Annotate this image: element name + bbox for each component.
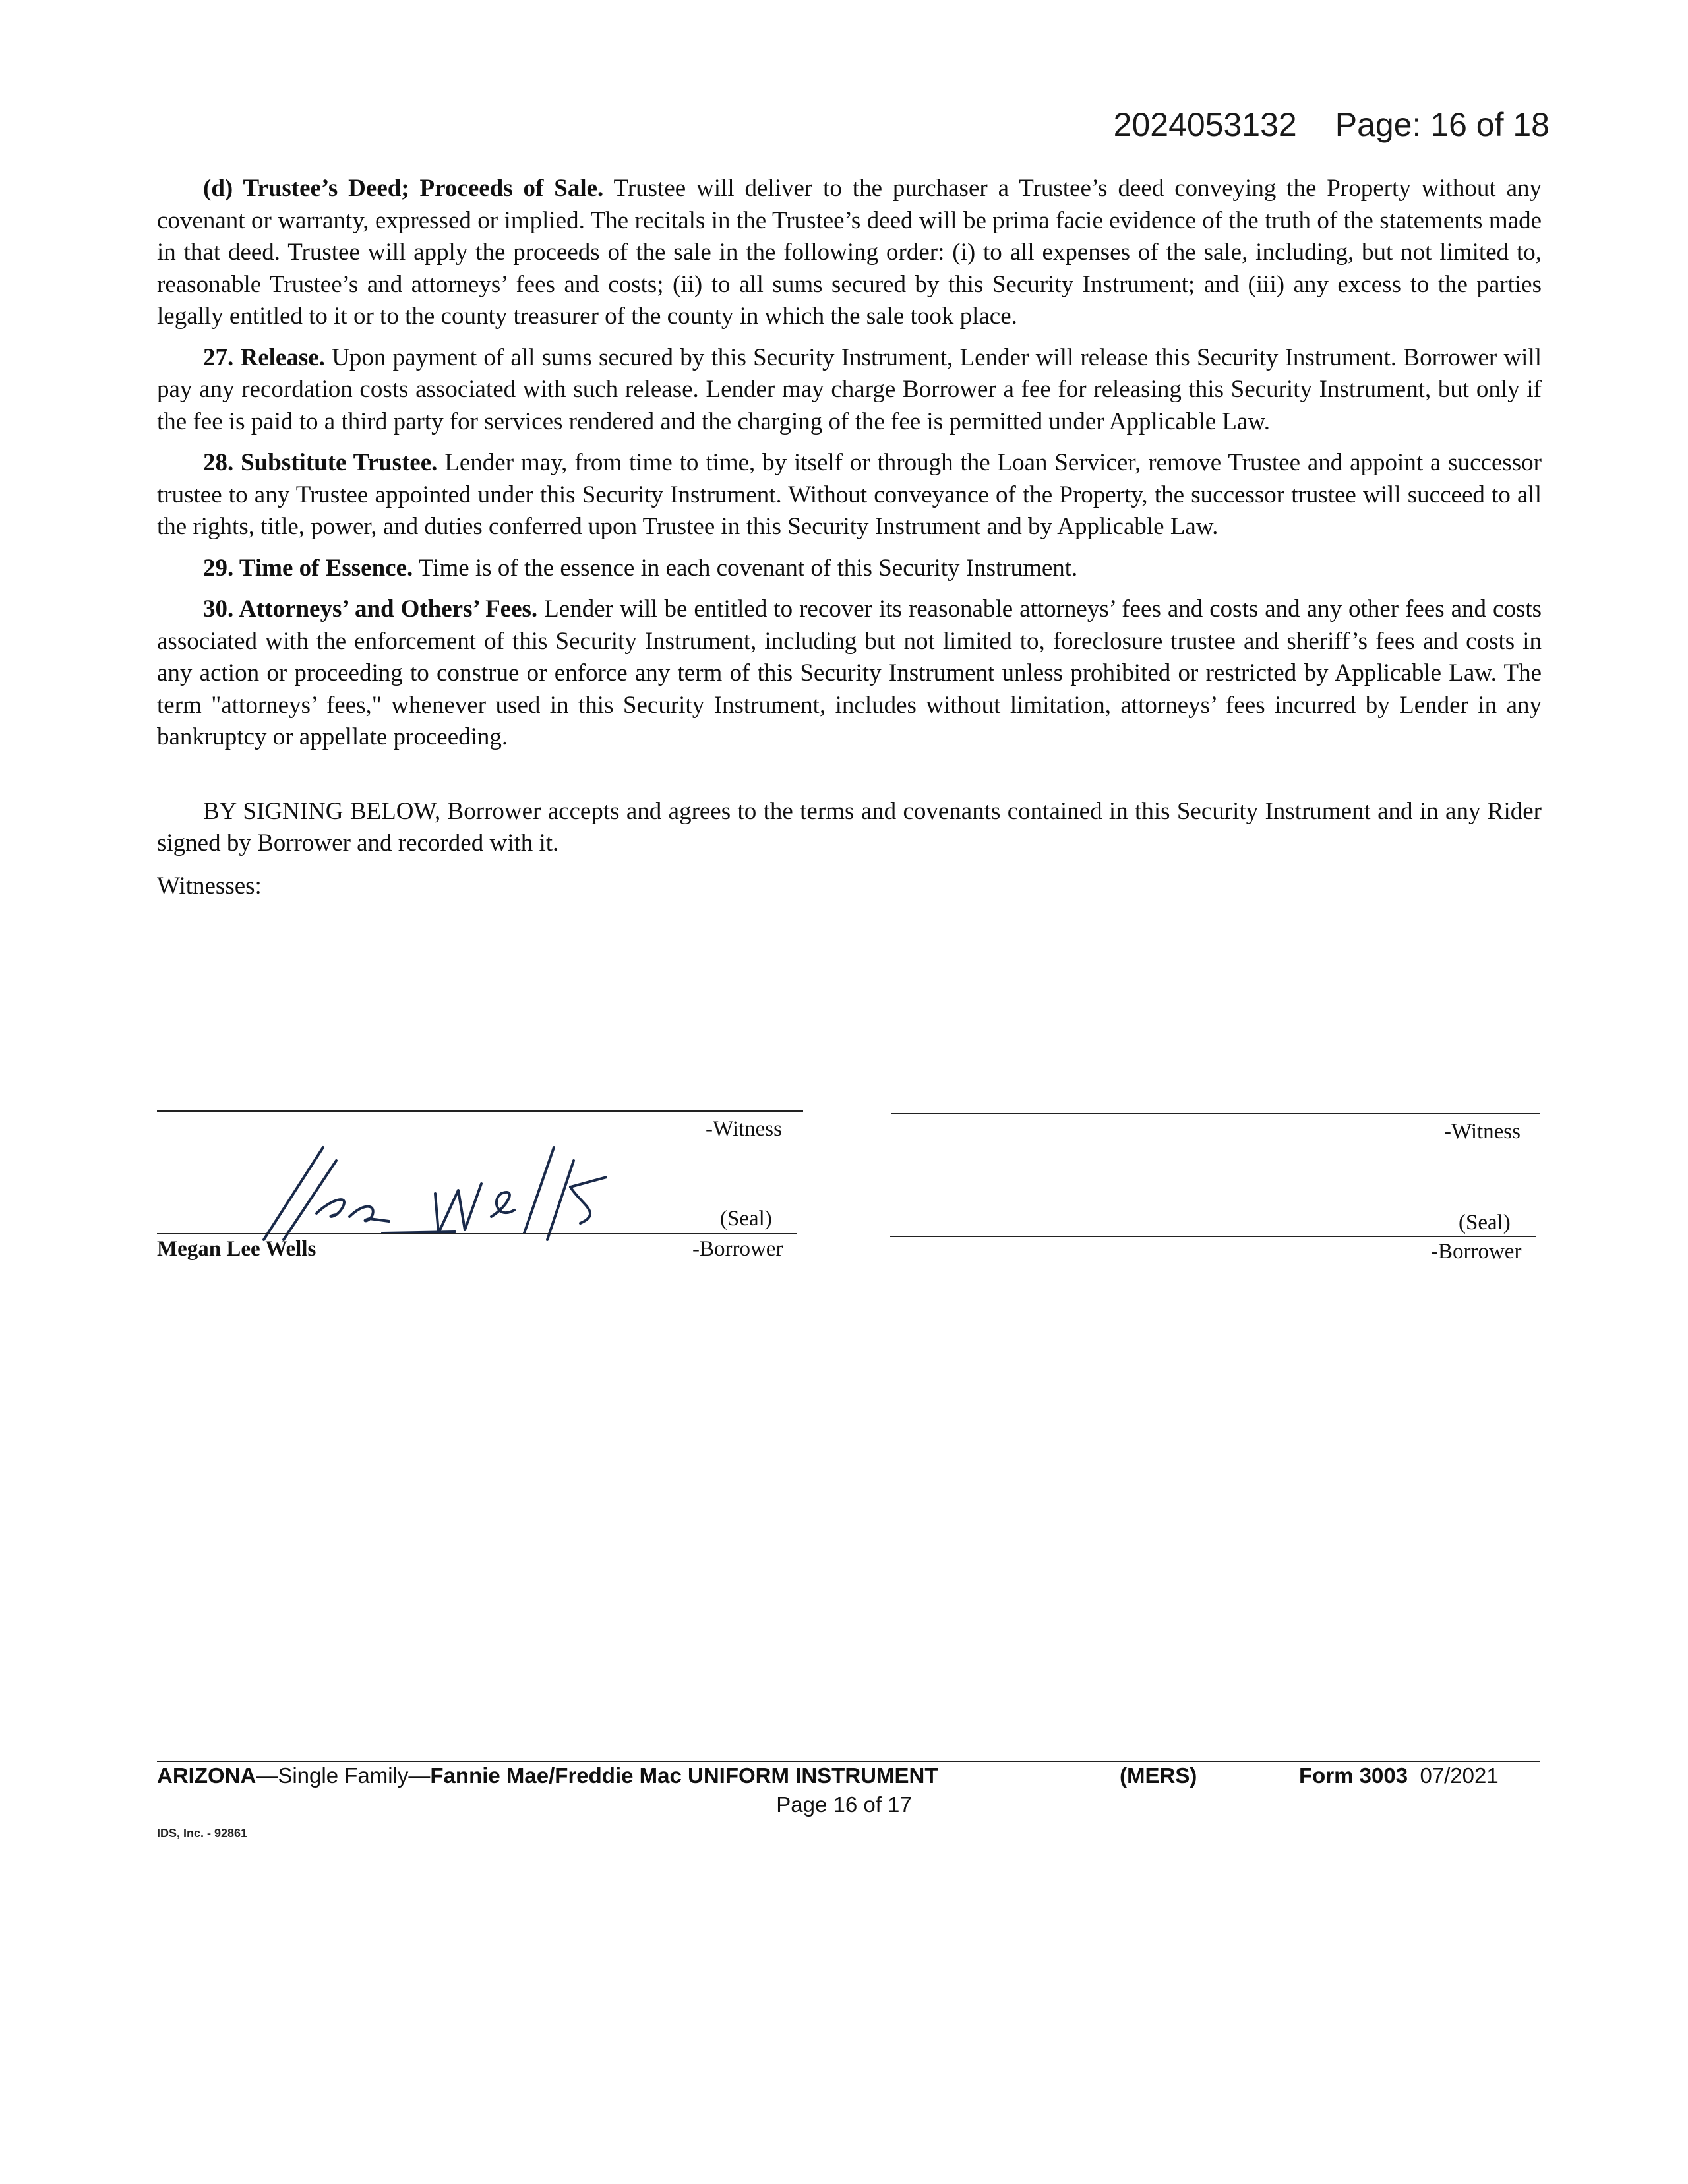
paragraph-heading: 30. Attorneys’ and Others’ Fees. <box>203 595 538 622</box>
witnesses-label: Witnesses: <box>157 872 262 899</box>
footer-form-date: 07/2021 <box>1420 1763 1499 1788</box>
borrower-signature-line-right <box>890 1236 1536 1237</box>
footer-instrument-name: Fannie Mae/Freddie Mac UNIFORM INSTRUMENT <box>430 1763 938 1788</box>
handwritten-signature <box>237 1141 607 1246</box>
borrower-label-right: -Borrower <box>1431 1240 1522 1263</box>
footer-rule <box>157 1761 1540 1762</box>
signing-statement: BY SIGNING BELOW, Borrower accepts and agrees to the terms and covenants contained in this Security Instrument and in any Rider signed by Borrower and recorded with it. <box>157 797 1542 857</box>
page-label: Page: 16 of 18 <box>1335 106 1550 143</box>
footer-form-info <box>157 1763 1540 1790</box>
paragraph-substitute-trustee <box>157 447 1542 543</box>
footer-instrument <box>157 1763 938 1788</box>
recording-number: 2024053132 <box>1113 106 1297 143</box>
paragraph-trustees-deed <box>157 173 1542 333</box>
paragraph-text: Lender may, from time to time, by itself or through the Loan Servicer, remove Trustee and appoint a successor trustee to any Trustee appointed under this Security Instrument. Without conveyance of the Property, the successor trustee will succeed to all the rights, title, power, and duties conferred upon Trustee in this Security Instrument and by Applicable Law. <box>157 449 1542 540</box>
recording-header <box>1114 106 1550 144</box>
footer-mers: (MERS) <box>1120 1763 1197 1788</box>
witness-line-right <box>891 1113 1540 1114</box>
footer-ids: IDS, Inc. - 92861 <box>157 1827 248 1840</box>
footer-form-number: Form 3003 <box>1299 1763 1408 1788</box>
footer-state: ARIZONA <box>157 1763 256 1788</box>
paragraph-time-of-essence <box>157 553 1542 585</box>
paragraph-text: Upon payment of all sums secured by this Security Instrument, Lender will release this Security Instrument. Borrower will pay any recordation costs associated with such release. Lender may charge Borrower a fee for releasing this Security Instrument, but only if the fee is paid to a third party for services rendered and the charging of the fee is permitted under Applicable Law. <box>157 344 1542 435</box>
seal-label-right: (Seal) <box>1459 1211 1511 1234</box>
footer-type: —Single Family— <box>256 1763 431 1788</box>
paragraph-text: Lender will be entitled to recover its reasonable attorneys’ fees and costs and any other fees and costs associated with the enforcement of this Security Instrument, including but not limited to, foreclosure trustee and sheriff’s fees and costs in any action or proceeding to construe or enforce any term of this Security Instrument unless prohibited or restricted by Applicable Law. The term "attorneys’ fees," whenever used in this Security Instrument, includes without limitation, attorneys’ fees incurred by Lender in any bankruptcy or appellate proceeding. <box>157 595 1542 750</box>
paragraph-heading: 28. Substitute Trustee. <box>203 449 438 476</box>
paragraph-heading: 29. Time of Essence. <box>203 554 413 582</box>
borrower-signature-line-left <box>157 1233 797 1234</box>
seal-label-left: (Seal) <box>720 1207 772 1230</box>
witness-label-left: -Witness <box>706 1117 782 1141</box>
witness-label-right: -Witness <box>1444 1120 1521 1143</box>
document-body <box>157 173 1542 911</box>
footer-page-number: Page 16 of 17 <box>776 1792 912 1817</box>
borrower-name: Megan Lee Wells <box>157 1237 316 1261</box>
paragraph-heading: (d) Trustee’s Deed; Proceeds of Sale. <box>203 175 604 202</box>
paragraph-heading: 27. Release. <box>203 344 325 371</box>
borrower-label-left: -Borrower <box>692 1237 783 1261</box>
paragraph-text: Trustee will deliver to the purchaser a Trustee’s deed conveying the Property without any covenant or warranty, expressed or implied. The recitals in the Trustee’s deed will be prima facie evidence of the truth of the statements made in that deed. Trustee will apply the proceeds of the sale in the following order: (i) to all expenses of the sale, including, but not limited to, reasonable Trustee’s and attorneys’ fees and costs; (ii) to all sums secured by this Security Instrument; and (iii) any excess to the parties legally entitled to it or to the county treasurer of the county in which the sale took place. <box>157 175 1542 330</box>
paragraph-attorneys-fees <box>157 593 1542 754</box>
paragraph-release <box>157 342 1542 439</box>
paragraph-text: Time is of the essence in each covenant of this Security Instrument. <box>418 554 1078 582</box>
footer-form <box>1299 1763 1499 1788</box>
witness-line-left <box>157 1110 803 1112</box>
